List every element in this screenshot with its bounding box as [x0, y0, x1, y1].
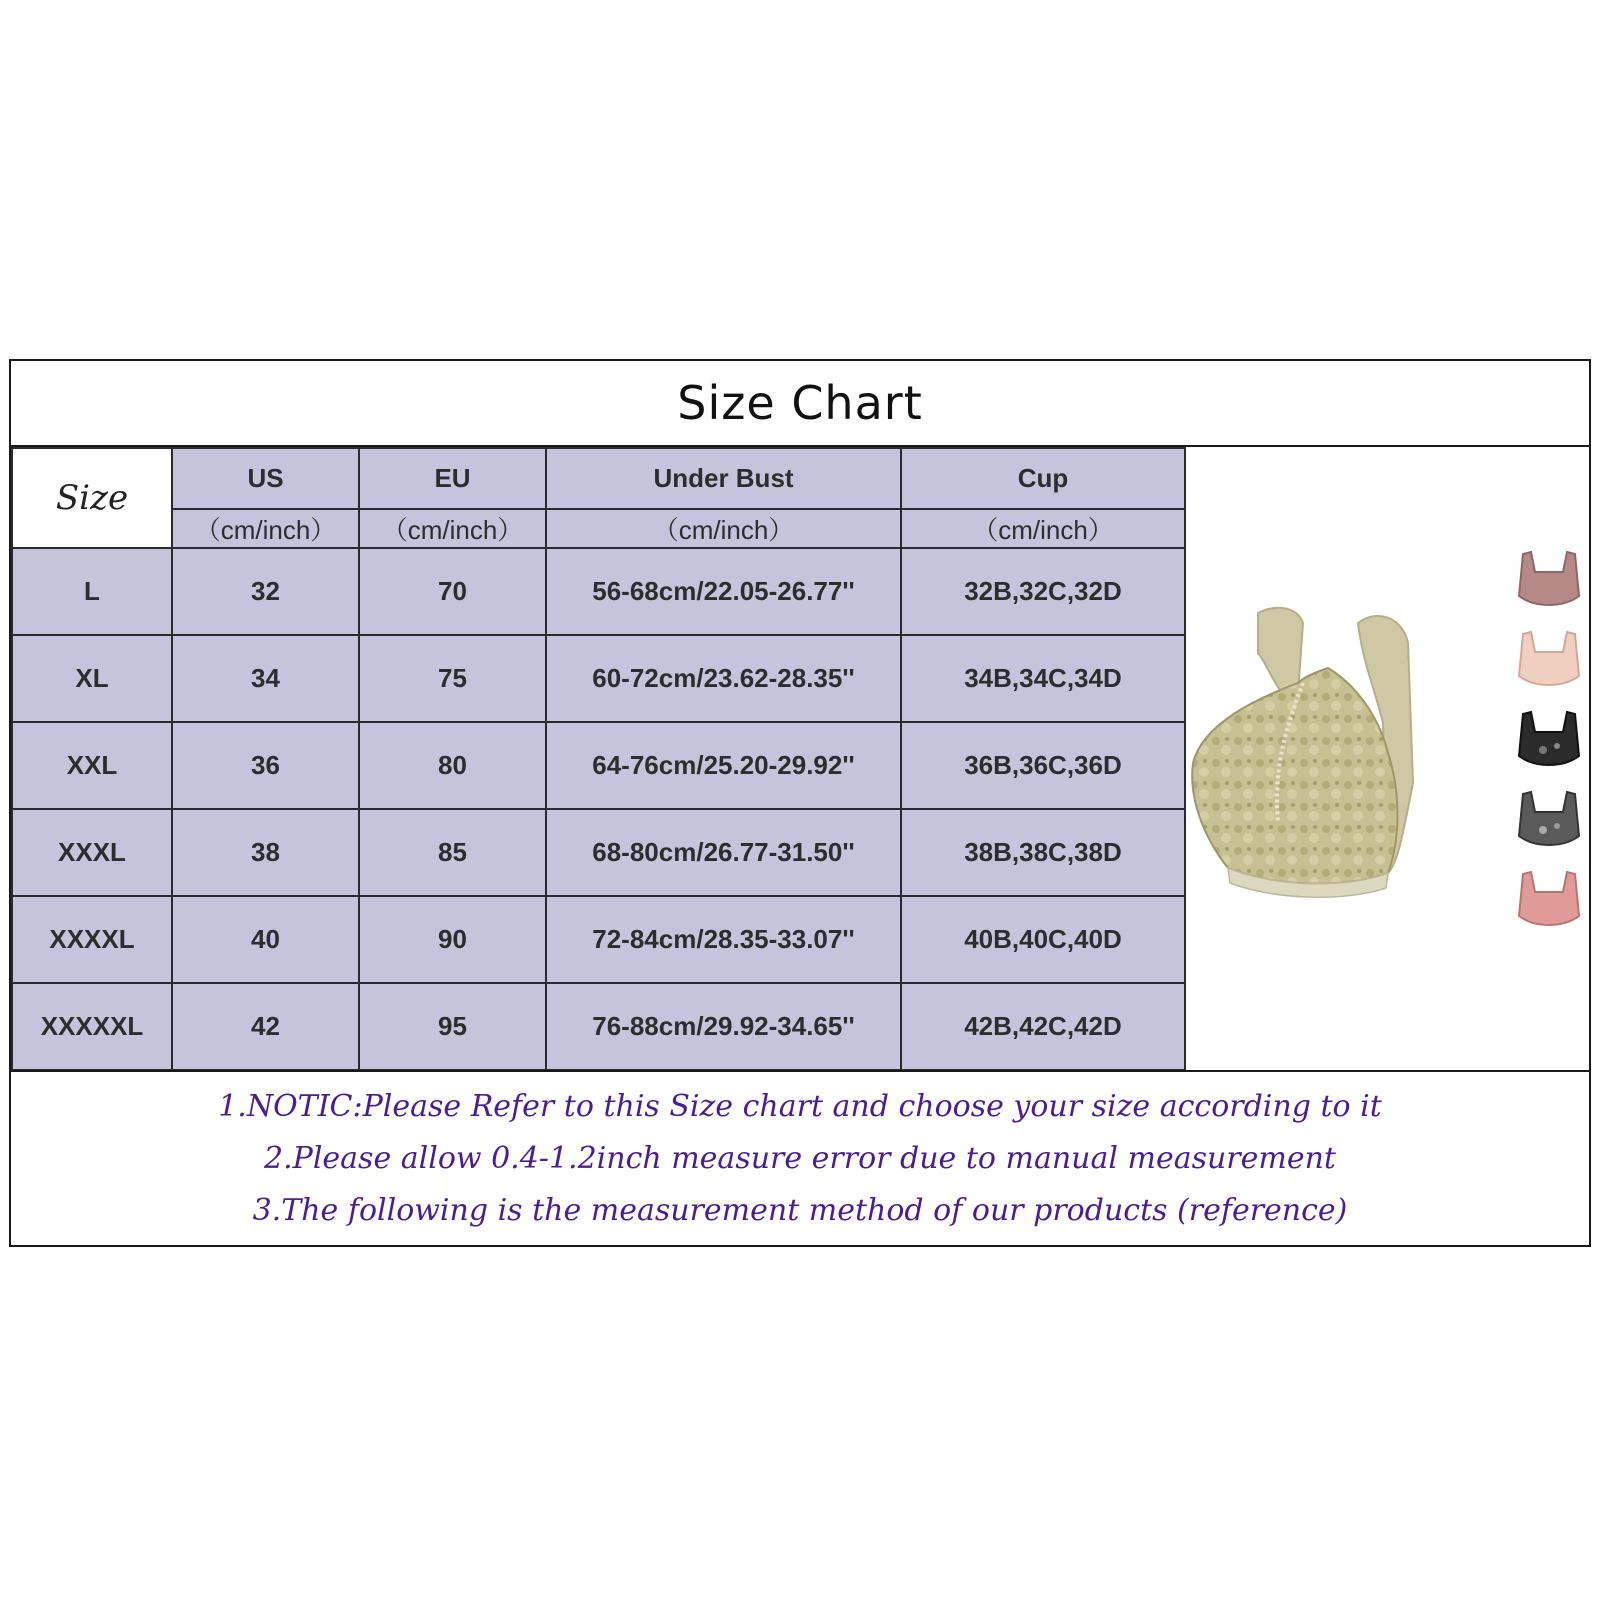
size-cell: L: [12, 548, 172, 635]
unit-row: [12, 509, 1185, 548]
swatch-rose-image: [1513, 546, 1585, 610]
eu-unit: （cm/inch）: [359, 509, 546, 548]
us-cell: 42: [172, 983, 359, 1070]
swatch-grey-image: [1513, 786, 1585, 850]
size-cell: XXL: [12, 722, 172, 809]
size-cell: XXXXXL: [12, 983, 172, 1070]
table-row: [12, 722, 1185, 809]
us-cell: 34: [172, 635, 359, 722]
cup-cell: 42B,42C,42D: [901, 983, 1185, 1070]
us-column-header: US: [172, 448, 359, 509]
eu-cell: 95: [359, 983, 546, 1070]
eu-column-header: EU: [359, 448, 546, 509]
note-line: 2.Please allow 0.4-1.2inch measure error due to manual measurement: [264, 1140, 1336, 1176]
under-bust-cell: 72-84cm/28.35-33.07'': [546, 896, 901, 983]
under-bust-cell: 56-68cm/22.05-26.77'': [546, 548, 901, 635]
eu-cell: 80: [359, 722, 546, 809]
under-bust-cell: 60-72cm/23.62-28.35'': [546, 635, 901, 722]
size-cell: XXXXL: [12, 896, 172, 983]
header-row: [12, 448, 1185, 509]
cup-column-header: Cup: [901, 448, 1185, 509]
cup-cell: 36B,36C,36D: [901, 722, 1185, 809]
table-row: [12, 635, 1185, 722]
size-table: [11, 447, 1186, 1071]
us-cell: 36: [172, 722, 359, 809]
swatch-black-image: [1513, 706, 1585, 770]
eu-cell: 85: [359, 809, 546, 896]
swatch-nude-image: [1513, 626, 1585, 690]
us-unit: （cm/inch）: [172, 509, 359, 548]
note-line: 3.The following is the measurement method of our products (reference): [252, 1192, 1348, 1228]
chart-title: Size Chart: [11, 361, 1589, 447]
size-cell: XXXL: [12, 809, 172, 896]
cup-cell: 40B,40C,40D: [901, 896, 1185, 983]
notes-section: [11, 1070, 1589, 1245]
size-column-header: Size: [12, 448, 172, 548]
table-row: [12, 548, 1185, 635]
under-bust-cell: 76-88cm/29.92-34.65'': [546, 983, 901, 1070]
eu-cell: 90: [359, 896, 546, 983]
table-row: [12, 983, 1185, 1070]
eu-cell: 70: [359, 548, 546, 635]
table-row: [12, 809, 1185, 896]
swatch-pink-image: [1513, 866, 1585, 930]
cup-cell: 38B,38C,38D: [901, 809, 1185, 896]
us-cell: 32: [172, 548, 359, 635]
table-row: [12, 896, 1185, 983]
size-cell: XL: [12, 635, 172, 722]
note-line: 1.NOTIC:Please Refer to this Size chart and choose your size according to it: [218, 1088, 1382, 1124]
eu-cell: 75: [359, 635, 546, 722]
us-cell: 40: [172, 896, 359, 983]
cup-cell: 34B,34C,34D: [901, 635, 1185, 722]
under-bust-cell: 64-76cm/25.20-29.92'': [546, 722, 901, 809]
under-bust-unit: （cm/inch）: [546, 509, 901, 548]
product-image: [1188, 603, 1418, 913]
us-cell: 38: [172, 809, 359, 896]
under-bust-cell: 68-80cm/26.77-31.50'': [546, 809, 901, 896]
cup-unit: （cm/inch）: [901, 509, 1185, 548]
cup-cell: 32B,32C,32D: [901, 548, 1185, 635]
under-bust-column-header: Under Bust: [546, 448, 901, 509]
